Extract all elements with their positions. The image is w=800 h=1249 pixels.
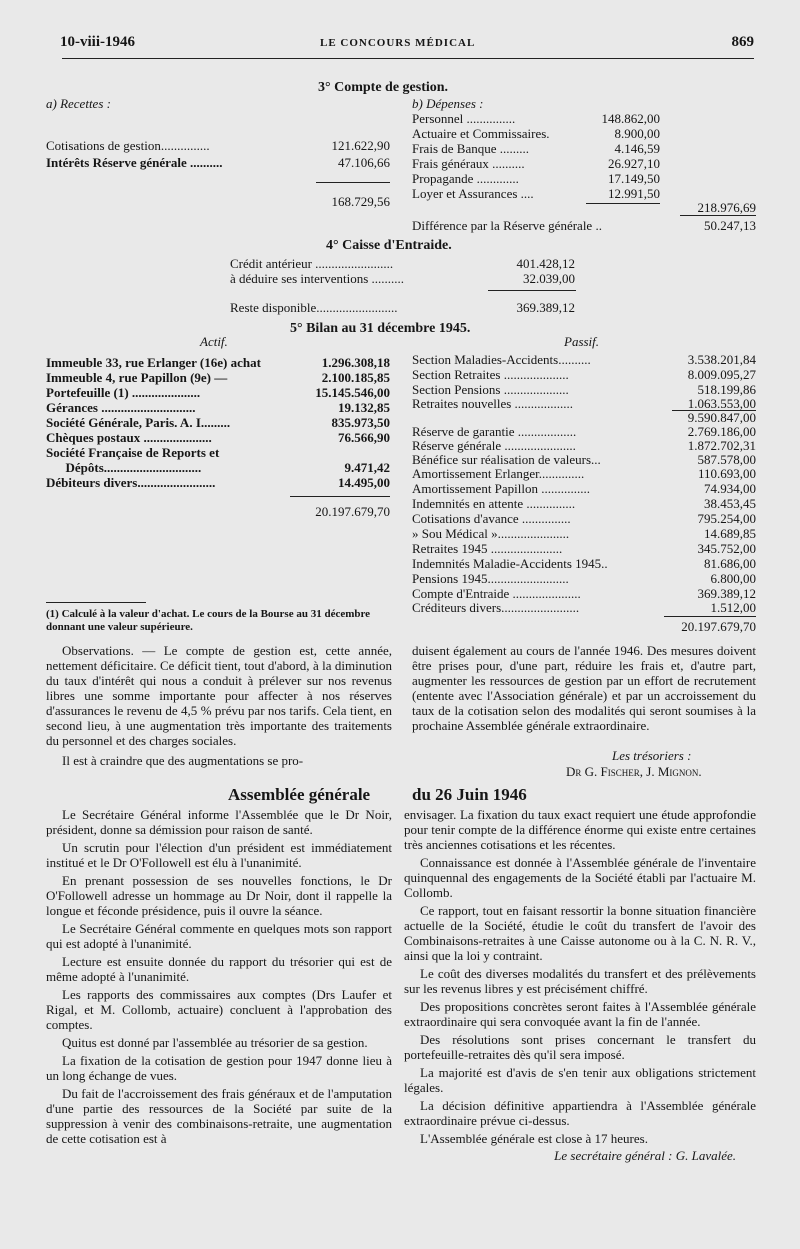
observations-paragraph: Observations. — Le compte de gestion est, cette année, nettement déficitaire. Ce déficit tient, tout d'abord, à la diminution du taux d'intérêt qui nous a conduit à prélever sur nos revenus libres une somme importante pour affecter à nos réserves d'assurances le revenu de 4,5 % prévu par nos tarifs. Cela tient, en second lieu, à une augmentation très importante des traitements du personnel et des charges sociales. (46, 643, 392, 748)
passif-row: Amortissement Papillon ............... 74.934,00 (412, 481, 756, 496)
recettes-rule (316, 182, 390, 183)
observations-left (46, 643, 392, 768)
passif-row: Créditeurs divers........................ 1.512,00 (412, 600, 756, 615)
depenses-label: b) Dépenses : (412, 96, 484, 111)
assemblee-paragraph: Lecture est ensuite donnée du rapport du trésorier qui est de même adopté à l'unanimité. (46, 954, 392, 984)
passif-row: Indemnités en attente ............... 38.453,45 (412, 496, 756, 511)
assemblee-paragraph: En prenant possession de ses nouvelles fonctions, le Dr O'Followell adresse un hommage au Dr Noir, dont il rappelle la longue et féconde présidence, puis il ouvre la séance. (46, 873, 392, 918)
depenses-row: Frais de Banque ......... 4.146,59 (412, 141, 660, 156)
assemblee-paragraph: envisager. La fixation du taux exact requiert une étude approfondie pour tenir compte de la différence énorme qui existe entre certaines très anciennes cotisations et les récentes. (404, 807, 756, 852)
depenses-row: Propagande ............. 17.149,50 (412, 171, 660, 186)
assemblee-paragraph: La fixation de la cotisation de gestion pour 1947 donne lieu à un long échange de vues. (46, 1053, 392, 1083)
passif-row: Section Maladies-Accidents.......... 3.538.201,84 (412, 352, 756, 367)
passif-row: Bénéfice sur réalisation de valeurs... 587.578,00 (412, 452, 756, 467)
assemblee-paragraph: Le Secrétaire Général commente en quelques mots son rapport qui est adopté à l'unanimité. (46, 921, 392, 951)
actif-row: Gérances ............................. 19.132,85 (46, 400, 390, 415)
header-page-number: 869 (731, 34, 754, 50)
caisse-rule (488, 290, 576, 291)
passif-row: Indemnités Maladie-Accidents 1945.. 81.686,00 (412, 556, 756, 571)
passif-row: Réserve générale ...................... 1.872.702,31 (412, 438, 756, 453)
assemblee-paragraph: Quitus est donné par l'assemblée au trésorier de sa gestion. (62, 1035, 368, 1050)
assemblee-paragraph: Les rapports des commissaires aux comptes (Drs Laufer et Rigal, et M. Collomb, actuaire) concluent à l'approbation des comptes. (46, 987, 392, 1032)
assemblee-paragraph: La décision définitive appartiendra à l'Assemblée générale extraordinaire prévue ci-dessus. (404, 1098, 756, 1128)
assemblee-paragraph: Le Secrétaire Général informe l'Assemblée que le Dr Noir, président, donne sa démission pour raison de santé. (46, 807, 392, 837)
observations-paragraph: Il est à craindre que des augmentations se pro- (62, 753, 304, 768)
header-rule (62, 58, 754, 59)
depenses-row: Frais généraux .......... 26.927,10 (412, 156, 660, 171)
actif-total: 20.197.679,70 (315, 504, 390, 519)
depenses-subrule (586, 203, 660, 204)
depenses-total-rule (680, 215, 756, 216)
recettes-row: Intérêts Réserve générale .......... 47.106,66 (46, 155, 390, 170)
actif-row: Immeuble 33, rue Erlanger (16e) achat 1.296.308,18 (46, 355, 390, 370)
assemblee-paragraph: Le coût des diverses modalités du transfert et des prélèvements sur les revenus libres y est précisément chiffré. (404, 966, 756, 996)
passif-row: Amortissement Erlanger.............. 110.693,00 (412, 466, 756, 481)
actif-row: Débiteurs divers........................ 14.495,00 (46, 475, 390, 490)
passif-label: Passif. (564, 334, 600, 349)
assemblee-paragraph: Connaissance est donnée à l'Assemblée générale de l'inventaire quinquennal des engagements de la Société établi par l'actuaire M. Collomb. (404, 855, 756, 900)
observations-right: duisent également au cours de l'année 1946. Des mesures doivent être prises pour, d'une part, réduire les frais et, d'autre part, augmenter les ressources de gestion par un effort de recrutement (entente avec l'Association générale) et par un accroissement du taux de la cotisation selon des modalités qui seront soumises à la prochaine Assemblée générale extraordinaire. (412, 643, 756, 733)
actif-row: Immeuble 4, rue Papillon (9e) — 2.100.185,85 (46, 370, 390, 385)
assemblee-left (46, 807, 392, 1146)
page-header (60, 34, 760, 54)
assemblee-paragraph: La majorité est d'avis de s'en tenir aux obligations strictement légales. (404, 1065, 756, 1095)
actif-row: Portefeuille (1) ..................... 15.145.546,00 (46, 385, 390, 400)
treasurers-title: Les trésoriers : (612, 748, 692, 763)
passif-row: » Sou Médical »...................... 14.689,85 (412, 526, 756, 541)
recettes-total: 168.729,56 (331, 194, 390, 209)
assemblee-title-left: Assemblée générale (228, 785, 371, 804)
passif-rule (664, 616, 756, 617)
assemblee-paragraph: Un scrutin pour l'élection d'un président est immédiatement institué et le Dr O'Followell est élu à l'unanimité. (46, 840, 392, 870)
bilan-title: 5° Bilan au 31 décembre 1945. (290, 321, 471, 336)
passif-row: Pensions 1945......................... 6.800,00 (412, 571, 756, 586)
header-journal: LE CONCOURS MÉDICAL (320, 37, 476, 49)
footnote: (1) Calculé à la valeur d'achat. Le cours de la Bourse au 31 décembre donnant une valeur supérieure. (46, 608, 371, 633)
caisse-row: à déduire ses interventions .......... 32.039,00 (230, 271, 575, 286)
assemblee-paragraph: Des résolutions sont prises concernant le transfert du portefeuille-retraites dès qu'il sera imposé. (404, 1032, 756, 1062)
depenses-row: Actuaire et Commissaires. 8.900,00 (412, 126, 660, 141)
difference-value: 50.247,13 (704, 218, 756, 233)
passif-row: Compte d'Entraide ..................... 369.389,12 (412, 586, 756, 601)
difference-label: Différence par la Réserve générale .. (412, 218, 602, 233)
passif-row: 9.590.847,00 (687, 410, 756, 425)
actif-row: Dépôts.............................. 9.471,42 (46, 460, 390, 475)
assemblee-right (404, 807, 756, 1163)
actif-row: Société Française de Reports et (46, 445, 220, 460)
depenses-row: Loyer et Assurances .... 12.991,50 (412, 186, 660, 201)
compte-title: 3° Compte de gestion. (318, 80, 449, 95)
passif-row: Retraites nouvelles .................. 1.063.553,00 (412, 396, 756, 411)
assemblee-paragraph: L'Assemblée générale est close à 17 heures. (420, 1131, 648, 1146)
actif-rule (290, 496, 390, 497)
passif-row: Section Retraites .................... 8.009.095,27 (412, 367, 756, 382)
assemblee-paragraph: Ce rapport, tout en faisant ressortir la bonne situation financière actuelle de la Société, étudie le coût du transfert de l'avoir des Combinaisons-retraites à une Caisse autonome ou à la C. N. R. V., ainsi que la loi y contraint. (404, 903, 756, 963)
caisse-row: Crédit antérieur ........................ 401.428,12 (230, 256, 575, 271)
footnote-rule (46, 602, 146, 603)
caisse-reste-row: Reste disponible......................... 369.389,12 (230, 300, 575, 315)
passif-total: 20.197.679,70 (681, 619, 756, 634)
header-date: 10-viii-1946 (60, 34, 135, 50)
passif-row: Cotisations d'avance ............... 795.254,00 (412, 511, 756, 526)
assemblee-title-right: du 26 Juin 1946 (412, 785, 527, 804)
actif-label: Actif. (200, 334, 228, 349)
assemblee-paragraph: Des propositions concrètes seront faites à l'Assemblée générale extraordinaire qui sera convoquée avant la fin de l'année. (404, 999, 756, 1029)
passif-row: Retraites 1945 ...................... 345.752,00 (412, 541, 756, 556)
recettes-label: a) Recettes : (46, 96, 111, 111)
actif-row: Chèques postaux ..................... 76.566,90 (46, 430, 390, 445)
passif-row: Réserve de garantie .................. 2.769.186,00 (412, 424, 756, 439)
passif-row: Section Pensions .................... 518.199,86 (412, 382, 756, 397)
depenses-row: Personnel ............... 148.862,00 (412, 111, 660, 126)
secretary-signature: Le secrétaire général : G. Lavalée. (554, 1148, 736, 1163)
caisse-title: 4° Caisse d'Entraide. (326, 238, 452, 253)
assemblee-paragraph: Du fait de l'accroissement des frais généraux et de l'amputation d'une partie des ressources de la Société par suite de la suppression à venir des combinaisons-retraite, une augmentation de cette cotisation est à (46, 1086, 392, 1146)
actif-row: Société Générale, Paris. A. I......... 835.973,50 (46, 415, 390, 430)
recettes-row: Cotisations de gestion............... 121.622,90 (46, 138, 390, 153)
treasurers-signature: Dr G. Fischer, J. Mignon. (566, 764, 702, 779)
depenses-total: 218.976,69 (697, 200, 756, 215)
